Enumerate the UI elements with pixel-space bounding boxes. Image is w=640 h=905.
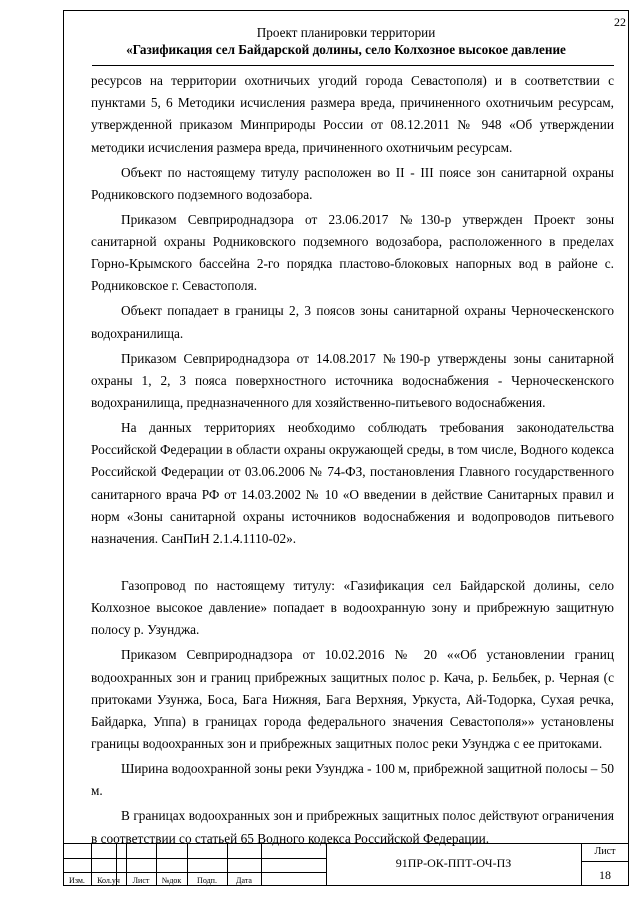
paragraph: Приказом Севприроднадзора от 23.06.2017 №130-р утвержден Проект зоны санитарной охраны Родниковского подземного водозабора, расположенного в пределах Горно-Крымского бассейна 2-го порядка пластово-блоковых напорных вод в районе с. Родниковское г. Севастополя.: [91, 211, 614, 294]
header-line-2: «Газификация сел Байдарской долины, село Колхозное высокое давление: [126, 42, 566, 57]
header-rule: [92, 65, 614, 66]
header-line-1: Проект планировки территории: [256, 25, 436, 40]
paragraph: В границах водоохранных зон и прибрежных защитных полос действуют ограничения в соответствии со статьей 65 Водного кодекса Российской Федерации.: [91, 808, 614, 846]
paragraph: Приказом Севприроднадзора от 10.02.2016 № 20 ««Об установлении границ водоохранных зон и границ прибрежных защитных полос р. Кача, р. Бельбек, р. Черная (с притоками Узунжа, Боса, Бага Нижняя, Бага Верхняя, Уркуста, Ай-Тодорка, Сухая речка, Байдарка, Уппа) в границах города федерального значения Севастополя»» установлены границы водоохранных зон и прибрежных защитных полос реки Узунджа с ее притоками.: [91, 647, 614, 752]
paragraph: На данных территориях необходимо соблюдать требования законодательства Российской Федерации в области охраны окружающей среды, в том числе, Водного кодекса Российской Федерации от 03.06.2006 № 74-ФЗ, постановления Главного государственного санитарного врача РФ от 14.03.2002 № 10 «О введении в действие Санитарных правил и норм «Зоны санитарной охраны источников водоснабжения и водопроводов питьевого назначения. СанПиН 2.1.4.1110-02».: [91, 420, 614, 547]
paragraph: Объект попадает в границы 2, 3 поясов зоны санитарной охраны Черноческенского водохранилища.: [91, 303, 614, 341]
paragraph-gap: [91, 553, 614, 575]
page-number: 22: [614, 15, 626, 29]
stamp-col-label: Кол.уч: [97, 876, 120, 885]
title-block: [63, 843, 629, 886]
paragraph: Ширина водоохранной зоны реки Узунджа - 100 м, прибрежной защитной полосы – 50 м.: [91, 761, 614, 799]
stamp-row-line: [63, 858, 326, 859]
paragraph: ресурсов на территории охотничьих угодий города Севастополя) и в соответствии с пунктами 5, 6 Методики исчисления размера вреда, причиненного охотничьим ресурсам, утвержденной приказом Минприроды России от 08.12.2011 № 948 «Об утверждении методики исчисления размера вреда, причиненного охотничьим ресурсам.: [91, 73, 614, 155]
document-header: [63, 24, 629, 58]
stamp-col-label: Дата: [236, 876, 252, 885]
paragraph: Приказом Севприроднадзора от 14.08.2017 №190-р утверждены зоны санитарной охраны 1, 2, 3 пояса поверхностного источника водоснабжения - Черноческенского водохранилища, предназначенного для хозяйственно-питьевого водоснабжения.: [91, 350, 614, 411]
document-code: 91ПР-ОК-ППТ-ОЧ-ПЗ: [395, 856, 512, 870]
sheet-label: Лист: [594, 846, 616, 857]
stamp-col-label: Лист: [132, 876, 150, 885]
sheet-number: 18: [599, 868, 611, 882]
paragraph: Газопровод по настоящему титулу: «Газификация сел Байдарской долины, село Колхозное высокое давление» попадает в водоохранную зону и прибрежную защитную полосу р. Узунджа.: [91, 578, 614, 638]
paragraph: Объект по настоящему титулу расположен во II - III поясе зон санитарной охраны Родниковского подземного водозабора.: [91, 164, 614, 202]
stamp-col-label: №док: [161, 876, 182, 885]
stamp-row-line: [581, 861, 629, 862]
stamp-col-label: Подп.: [197, 876, 217, 885]
stamp-divider: [261, 844, 262, 886]
document-body: [91, 70, 614, 853]
stamp-row-line: [63, 872, 326, 873]
stamp-col-label: Изм.: [69, 876, 85, 885]
